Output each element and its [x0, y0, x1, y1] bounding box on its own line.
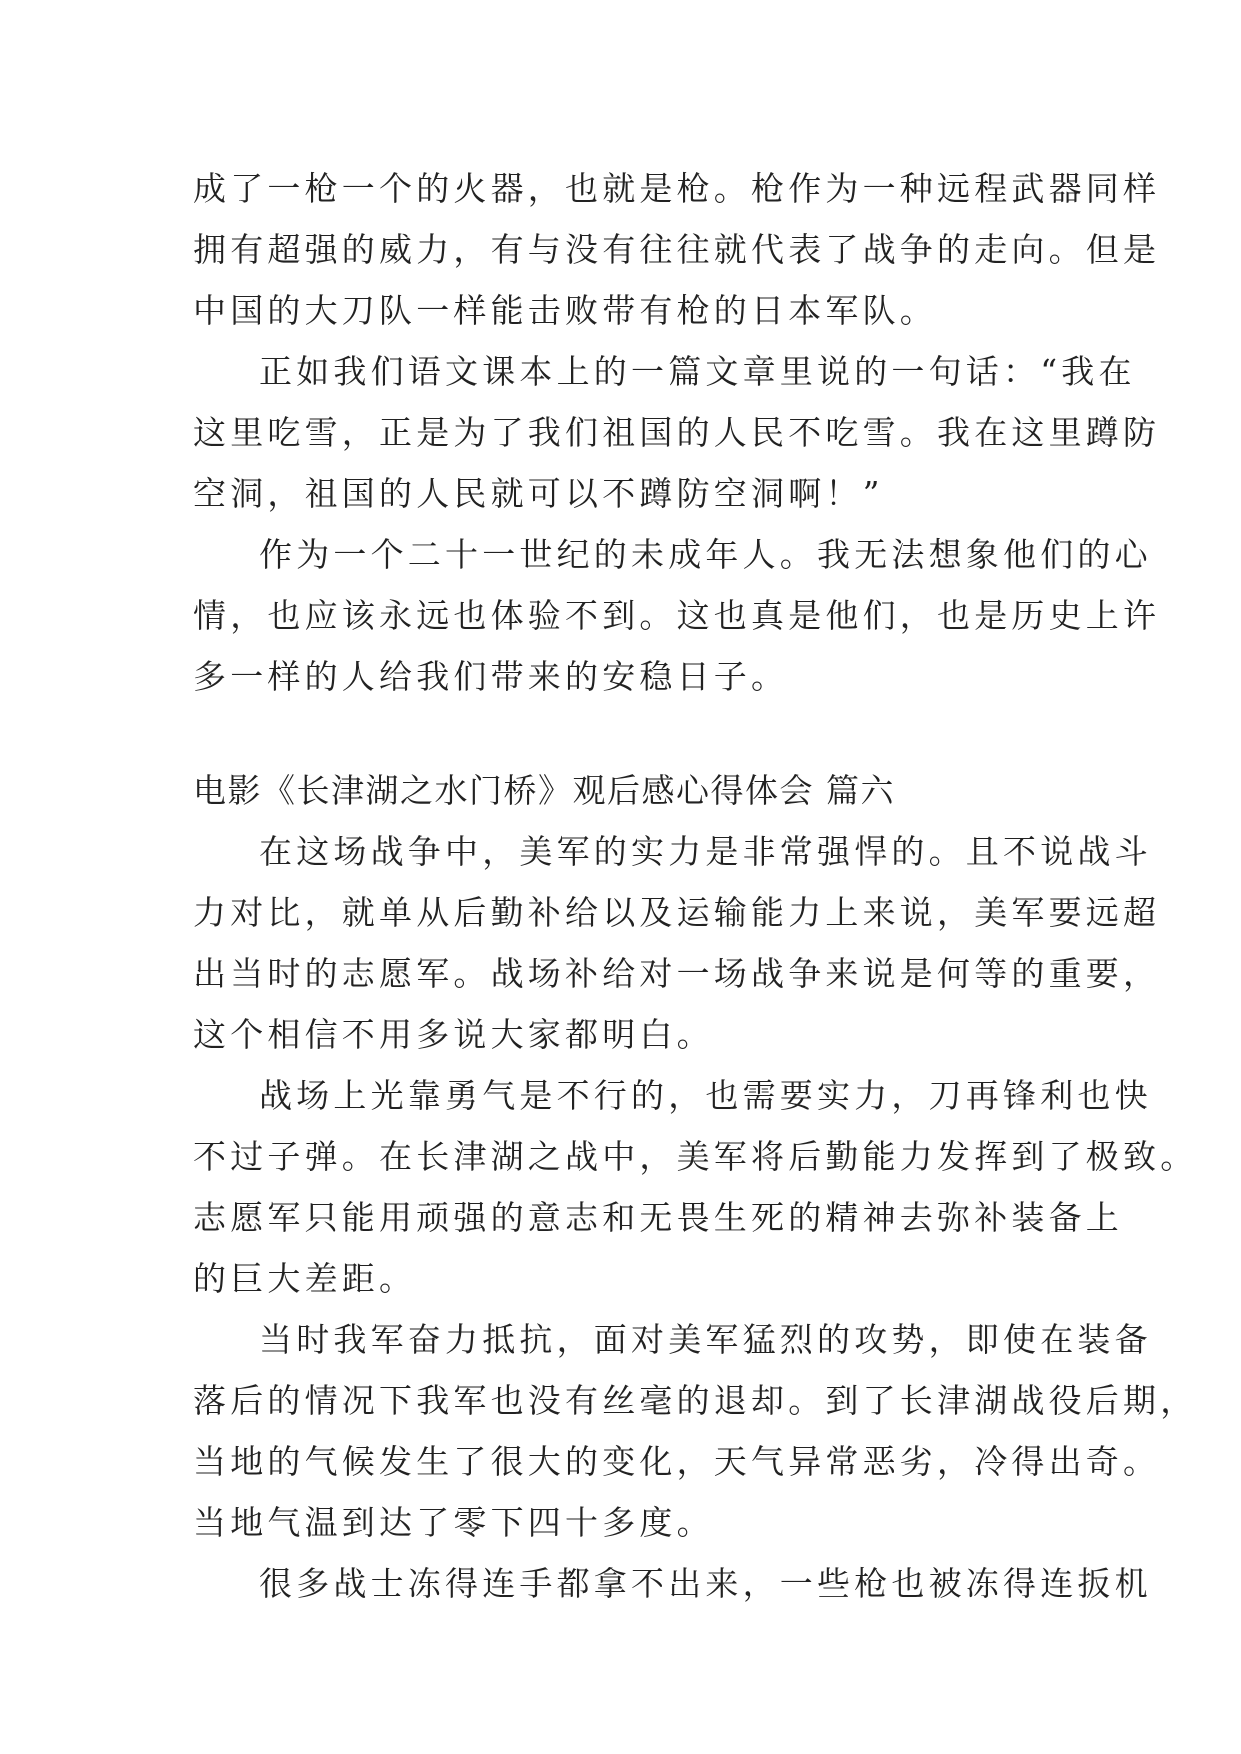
paragraph: [193, 821, 1161, 1065]
paragraph-line: 这里吃雪，正是为了我们祖国的人民不吃雪。我在这里蹲防: [193, 413, 1161, 452]
paragraph-line: 落后的情况下我军也没有丝毫的退却。到了长津湖战役后期，: [193, 1381, 1198, 1420]
paragraph-line: 当时我军奋力抵抗，面对美军猛烈的攻势，即使在装备: [259, 1320, 1152, 1359]
paragraph-line: 这个相信不用多说大家都明白。: [193, 1015, 714, 1054]
paragraph-line: 战场上光靠勇气是不行的，也需要实力，刀再锋利也快: [259, 1076, 1152, 1115]
paragraph-line: 志愿军只能用顽强的意志和无畏生死的精神去弥补装备上: [193, 1198, 1123, 1237]
paragraph-line: 不过子弹。在长津湖之战中，美军将后勤能力发挥到了极致。: [193, 1137, 1198, 1176]
paragraph-line: 成了一枪一个的火器，也就是枪。枪作为一种远程武器同样: [193, 169, 1161, 208]
paragraph-line: 力对比，就单从后勤补给以及运输能力上来说，美军要远超: [193, 893, 1161, 932]
paragraph: [193, 524, 1161, 707]
paragraph: [193, 1309, 1198, 1553]
paragraph-line: 很多战士冻得连手都拿不出来，一些枪也被冻得连扳机: [259, 1564, 1152, 1603]
paragraph-line: 作为一个二十一世纪的未成年人。我无法想象他们的心: [259, 535, 1152, 574]
paragraph-line: 多一样的人给我们带来的安稳日子。: [193, 657, 789, 696]
paragraph-line: 出当时的志愿军。战场补给对一场战争来说是何等的重要，: [193, 954, 1161, 993]
paragraph-line: 拥有超强的威力，有与没有往往就代表了战争的走向。但是: [193, 230, 1161, 269]
paragraph-line: 空洞，祖国的人民就可以不蹲防空洞啊！”: [193, 474, 884, 513]
paragraph: [193, 341, 1161, 524]
paragraph: [193, 158, 1161, 341]
paragraph-line: 情，也应该永远也体验不到。这也真是他们，也是历史上许: [193, 596, 1161, 635]
paragraph-line: 正如我们语文课本上的一篇文章里说的一句话：“我在: [259, 352, 1136, 391]
document-body: [193, 158, 1198, 1614]
paragraph-line: 的巨大差距。: [193, 1259, 417, 1298]
paragraph-line: 当地气温到达了零下四十多度。: [193, 1503, 714, 1542]
paragraph-line: 中国的大刀队一样能击败带有枪的日本军队。: [193, 291, 937, 330]
paragraph: [193, 1553, 1152, 1614]
paragraph-line: 当地的气候发生了很大的变化，天气异常恶劣，冷得出奇。: [193, 1442, 1161, 1481]
paragraph-line: 在这场战争中，美军的实力是非常强悍的。且不说战斗: [259, 832, 1152, 871]
paragraph: [193, 1065, 1198, 1309]
section-title: 电影《长津湖之水门桥》观后感心得体会 篇六: [193, 771, 895, 810]
